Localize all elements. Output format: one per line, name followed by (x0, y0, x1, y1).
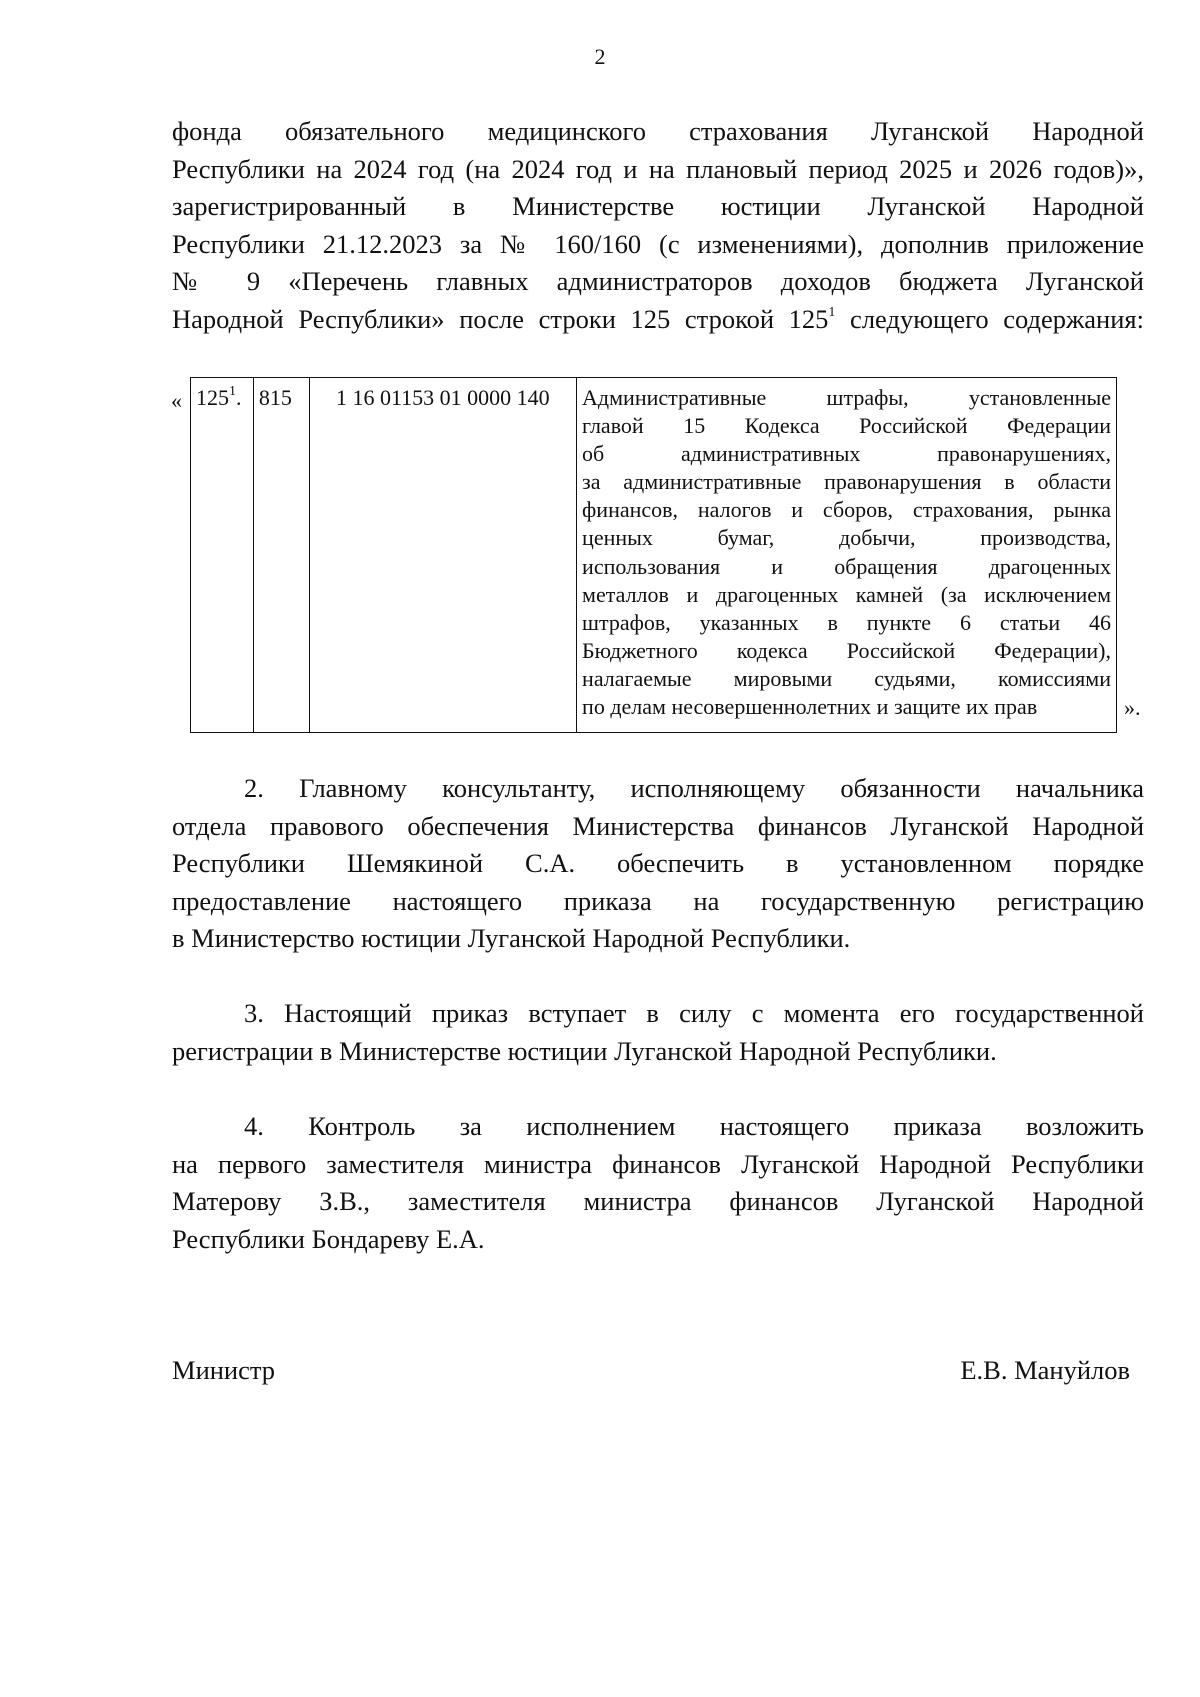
paragraph-line: Республики Бондареву Е.А. (172, 1223, 485, 1254)
admin-code-cell (253, 378, 309, 733)
intro-superscript: 1 (828, 304, 836, 320)
paragraph-line: отдела правового обеспечения Министерства финансов Луганской Народной (172, 810, 1144, 841)
paragraph-line: в Министерство юстиции Луганской Народной Республики. (172, 923, 851, 953)
description-line: налагаемые мировыми судьями, комиссиями (582, 665, 1111, 691)
paragraph-line: Республики Шемякиной С.А. обеспечить в установленном порядке (172, 848, 1144, 878)
description-line: штрафов, указанных в пункте 6 статьи 46 (582, 609, 1111, 635)
intro-line: фонда обязательного медицинского страхования Луганской Народной (172, 116, 1144, 146)
description-line: использования и обращения драгоценных (582, 553, 1111, 579)
table-quote-close: ». (1124, 695, 1141, 720)
description-line: об административных правонарушениях, (582, 441, 1111, 467)
paragraph-line: 2. Главному консультанту, исполняющему обязанности начальника (244, 773, 1144, 803)
kbk-code-cell (309, 378, 576, 733)
page-number: 2 (594, 44, 606, 69)
description-line: металлов и драгоценных камней (за исключением (582, 581, 1111, 607)
intro-line: № 9 «Перечень главных администраторов доходов бюджета Луганской (172, 266, 1144, 296)
paragraph-line: предоставление настоящего приказа на государственную регистрацию (172, 885, 1144, 916)
row-number-superscript: 1 (229, 383, 236, 399)
revenue-admin-table (190, 377, 1117, 733)
paragraph-3 (172, 995, 1144, 1070)
description-line: финансов, налогов и сборов, страхования, рынка (582, 497, 1111, 523)
table-quote-open: « (171, 388, 182, 413)
description-line: за административные правонарушения в области (582, 469, 1111, 495)
intro-last-line-tail: следующего содержания: (835, 303, 1144, 334)
description-line: по делам несовершеннолетних и защите их прав (582, 694, 1038, 720)
description-line: главой 15 Кодекса Российской Федерации (582, 413, 1111, 439)
paragraph-line: 3. Настоящий приказ вступает в силу с момента его государственной (244, 998, 1144, 1028)
paragraph-line: регистрации в Министерстве юстиции Луганской Народной Республики. (172, 1035, 997, 1066)
kbk-code: 1 16 01153 01 0000 140 (336, 385, 550, 410)
description-line: ценных бумаг, добычи, производства, (582, 525, 1111, 551)
paragraph-4 (172, 1108, 1144, 1258)
description-line: Административные штрафы, установленные (582, 385, 1111, 410)
row-number-suffix: . (236, 385, 242, 410)
paragraph-line: Матерову З.В., заместителя министра финансов Луганской Народной (172, 1186, 1144, 1216)
signature-title: Министр (172, 1355, 276, 1385)
description-cell (577, 378, 1117, 733)
row-number-cell (191, 378, 254, 733)
table-row (191, 378, 1117, 733)
intro-line: Республики на 2024 год (на 2024 год и на плановый период 2025 и 2026 годов)», (172, 153, 1144, 184)
intro-paragraph (172, 113, 1144, 338)
paragraph-line: на первого заместителя министра финансов Луганской Народной Республики (172, 1148, 1144, 1179)
intro-last-line-text: Народной Республики» после строки 125 строкой 125 (172, 303, 829, 334)
intro-last-line (172, 301, 1144, 339)
signature-name: Е.В. Мануйлов (960, 1355, 1130, 1385)
description-line: Бюджетного кодекса Российской Федерации), (582, 637, 1111, 663)
admin-code: 815 (258, 385, 292, 410)
intro-line: Республики 21.12.2023 за № 160/160 (с изменениями), дополнив приложение (172, 228, 1144, 259)
paragraph-2 (172, 770, 1144, 958)
row-number: 125 (196, 385, 229, 410)
intro-line: зарегистрированный в Министерстве юстиции Луганской Народной (172, 191, 1144, 221)
paragraph-line: 4. Контроль за исполнением настоящего приказа возложить (244, 1111, 1144, 1141)
